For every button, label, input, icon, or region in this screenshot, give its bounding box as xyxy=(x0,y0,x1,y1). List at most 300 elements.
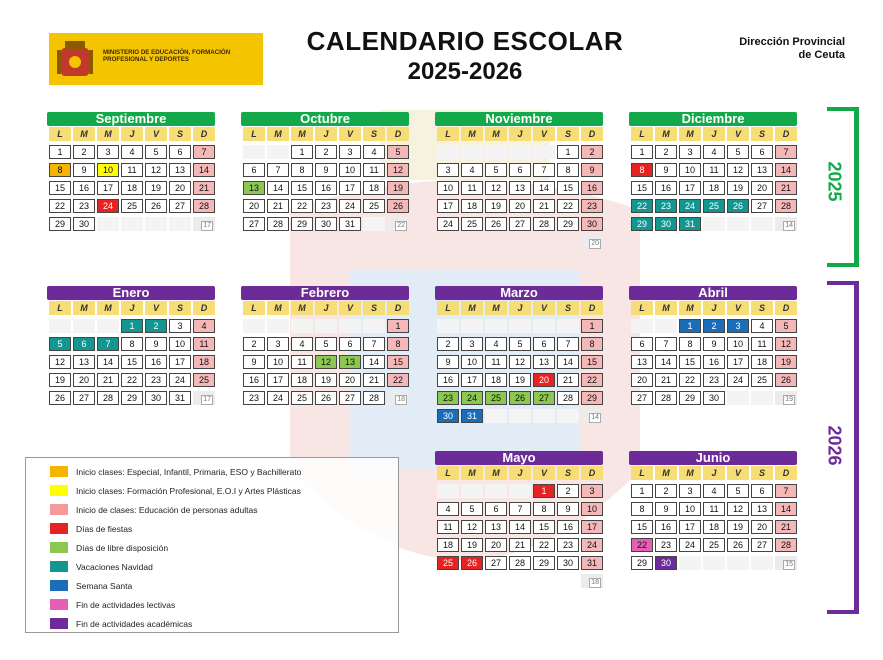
day-cell: 26 xyxy=(775,373,797,387)
day-cell: 1 xyxy=(679,319,701,333)
days-grid xyxy=(437,319,603,423)
school-days-count: 17 xyxy=(203,396,211,403)
empty-cell xyxy=(533,145,555,159)
day-cell: 27 xyxy=(533,391,555,405)
weekday-label: M xyxy=(679,301,701,315)
day-cell: 17 xyxy=(581,520,603,534)
day-cell: 11 xyxy=(193,337,215,351)
empty-cell xyxy=(363,319,385,333)
day-cell: 1 xyxy=(581,319,603,333)
day-cell: 23 xyxy=(315,199,337,213)
day-cell: 6 xyxy=(73,337,95,351)
day-cell: 7 xyxy=(97,337,119,351)
weekday-label: L xyxy=(49,127,71,141)
day-cell: 5 xyxy=(727,145,749,159)
weekday-label: D xyxy=(775,127,797,141)
empty-cell xyxy=(751,217,773,231)
day-cell: 27 xyxy=(631,391,653,405)
day-cell: 15 xyxy=(557,181,579,195)
day-cell: 22 xyxy=(121,373,143,387)
day-cell: 30 xyxy=(73,217,95,231)
day-cell: 15 xyxy=(533,520,555,534)
year-label-2026: 2026 xyxy=(824,425,845,466)
day-cell: 19 xyxy=(461,538,483,552)
weekday-label: D xyxy=(387,127,409,141)
empty-cell xyxy=(193,217,215,231)
empty-cell xyxy=(461,235,483,249)
empty-cell xyxy=(775,217,797,231)
day-cell: 19 xyxy=(145,181,167,195)
day-cell: 24 xyxy=(727,373,749,387)
day-cell: 6 xyxy=(243,163,265,177)
day-cell: 25 xyxy=(703,538,725,552)
weekday-label: V xyxy=(145,127,167,141)
day-cell: 23 xyxy=(655,538,677,552)
day-cell: 4 xyxy=(461,163,483,177)
empty-cell xyxy=(703,556,725,570)
day-cell: 8 xyxy=(679,337,701,351)
day-cell: 18 xyxy=(363,181,385,195)
school-days-count: 14 xyxy=(785,222,793,229)
days-grid xyxy=(631,145,797,231)
empty-cell xyxy=(727,391,749,405)
day-cell: 18 xyxy=(703,181,725,195)
day-cell: 17 xyxy=(727,355,749,369)
day-cell: 1 xyxy=(121,319,143,333)
legend-item xyxy=(26,538,398,557)
day-cell: 5 xyxy=(315,337,337,351)
day-cell: 10 xyxy=(169,337,191,351)
empty-cell xyxy=(509,145,531,159)
day-cell: 22 xyxy=(631,538,653,552)
weekday-label: J xyxy=(315,301,337,315)
day-cell: 2 xyxy=(655,484,677,498)
empty-cell xyxy=(291,319,313,333)
day-cell: 11 xyxy=(363,163,385,177)
legend-item xyxy=(26,614,398,633)
day-cell: 10 xyxy=(461,355,483,369)
days-grid xyxy=(243,145,409,231)
day-cell: 6 xyxy=(751,145,773,159)
day-cell: 16 xyxy=(145,355,167,369)
weekday-label: M xyxy=(267,127,289,141)
day-cell: 7 xyxy=(193,145,215,159)
day-cell: 9 xyxy=(437,355,459,369)
empty-cell xyxy=(97,217,119,231)
day-cell: 15 xyxy=(291,181,313,195)
day-cell: 18 xyxy=(461,199,483,213)
month-title: Septiembre xyxy=(47,112,215,126)
day-cell: 23 xyxy=(655,199,677,213)
day-cell: 6 xyxy=(169,145,191,159)
day-cell: 21 xyxy=(533,199,555,213)
day-cell: 7 xyxy=(775,484,797,498)
day-cell: 19 xyxy=(509,373,531,387)
weekday-label: L xyxy=(437,301,459,315)
day-cell: 6 xyxy=(509,163,531,177)
legend-swatch xyxy=(50,580,68,591)
day-cell: 1 xyxy=(557,145,579,159)
empty-cell xyxy=(49,319,71,333)
weekday-header-row xyxy=(437,127,603,141)
day-cell: 9 xyxy=(73,163,95,177)
day-cell: 9 xyxy=(557,502,579,516)
weekday-label: V xyxy=(533,301,555,315)
day-cell: 28 xyxy=(775,199,797,213)
day-cell: 16 xyxy=(703,355,725,369)
day-cell: 4 xyxy=(703,145,725,159)
weekday-label: L xyxy=(437,466,459,480)
weekday-header-row xyxy=(631,127,797,141)
day-cell: 20 xyxy=(533,373,555,387)
day-cell: 8 xyxy=(631,502,653,516)
day-cell: 8 xyxy=(533,502,555,516)
weekday-label: M xyxy=(97,127,119,141)
legend-swatch xyxy=(50,599,68,610)
legend-label: Fin de actividades lectivas xyxy=(76,599,176,610)
weekday-label: S xyxy=(363,127,385,141)
day-cell: 7 xyxy=(363,337,385,351)
month-marzo xyxy=(437,286,603,423)
day-cell: 19 xyxy=(775,355,797,369)
day-cell: 26 xyxy=(315,391,337,405)
day-cell: 26 xyxy=(509,391,531,405)
day-cell: 25 xyxy=(751,373,773,387)
day-cell: 22 xyxy=(291,199,313,213)
day-cell: 20 xyxy=(73,373,95,387)
day-cell: 28 xyxy=(775,538,797,552)
month-title: Marzo xyxy=(435,286,603,300)
day-cell: 16 xyxy=(655,520,677,534)
day-cell: 28 xyxy=(363,391,385,405)
weekday-label: V xyxy=(533,466,555,480)
day-cell: 9 xyxy=(703,337,725,351)
empty-cell xyxy=(485,484,507,498)
day-cell: 4 xyxy=(121,145,143,159)
day-cell: 22 xyxy=(49,199,71,213)
day-cell: 12 xyxy=(485,181,507,195)
empty-cell xyxy=(267,319,289,333)
legend-item xyxy=(26,557,398,576)
day-cell: 9 xyxy=(655,163,677,177)
weekday-label: D xyxy=(387,301,409,315)
day-cell: 18 xyxy=(121,181,143,195)
day-cell: 23 xyxy=(581,199,603,213)
day-cell: 10 xyxy=(97,163,119,177)
month-septiembre xyxy=(49,112,215,231)
weekday-label: M xyxy=(485,301,507,315)
empty-cell xyxy=(679,556,701,570)
day-cell: 9 xyxy=(581,163,603,177)
day-cell: 8 xyxy=(631,163,653,177)
legend-item xyxy=(26,500,398,519)
month-title: Abril xyxy=(629,286,797,300)
month-title: Noviembre xyxy=(435,112,603,126)
empty-cell xyxy=(533,235,555,249)
day-cell: 8 xyxy=(291,163,313,177)
day-cell: 30 xyxy=(655,556,677,570)
empty-cell xyxy=(581,235,603,249)
day-cell: 20 xyxy=(751,520,773,534)
empty-cell xyxy=(727,217,749,231)
day-cell: 11 xyxy=(461,181,483,195)
direccion-line-2: de Ceuta xyxy=(798,49,845,61)
empty-cell xyxy=(557,574,579,588)
day-cell: 3 xyxy=(97,145,119,159)
weekday-label: M xyxy=(485,127,507,141)
weekday-header-row xyxy=(437,301,603,315)
day-cell: 9 xyxy=(145,337,167,351)
day-cell: 10 xyxy=(581,502,603,516)
empty-cell xyxy=(461,484,483,498)
weekday-label: L xyxy=(243,127,265,141)
day-cell: 2 xyxy=(73,145,95,159)
day-cell: 28 xyxy=(557,391,579,405)
weekday-label: L xyxy=(49,301,71,315)
day-cell: 7 xyxy=(509,502,531,516)
day-cell: 11 xyxy=(485,355,507,369)
weekday-label: D xyxy=(193,301,215,315)
day-cell: 20 xyxy=(631,373,653,387)
day-cell: 20 xyxy=(339,373,361,387)
empty-cell xyxy=(533,574,555,588)
day-cell: 5 xyxy=(775,319,797,333)
day-cell: 25 xyxy=(703,199,725,213)
day-cell: 15 xyxy=(121,355,143,369)
day-cell: 21 xyxy=(775,520,797,534)
weekday-label: J xyxy=(315,127,337,141)
days-grid xyxy=(631,484,797,570)
day-cell: 3 xyxy=(169,319,191,333)
day-cell: 22 xyxy=(387,373,409,387)
day-cell: 28 xyxy=(193,199,215,213)
day-cell: 22 xyxy=(679,373,701,387)
day-cell: 4 xyxy=(485,337,507,351)
day-cell: 6 xyxy=(631,337,653,351)
day-cell: 29 xyxy=(679,391,701,405)
day-cell: 1 xyxy=(387,319,409,333)
day-cell: 25 xyxy=(461,217,483,231)
empty-cell xyxy=(169,217,191,231)
day-cell: 31 xyxy=(581,556,603,570)
empty-cell xyxy=(485,145,507,159)
empty-cell xyxy=(509,409,531,423)
day-cell: 12 xyxy=(775,337,797,351)
day-cell: 5 xyxy=(485,163,507,177)
empty-cell xyxy=(437,145,459,159)
day-cell: 16 xyxy=(581,181,603,195)
day-cell: 7 xyxy=(655,337,677,351)
day-cell: 14 xyxy=(655,355,677,369)
day-cell: 16 xyxy=(73,181,95,195)
month-diciembre xyxy=(631,112,797,231)
day-cell: 8 xyxy=(387,337,409,351)
legend-label: Días de libre disposición xyxy=(76,542,169,553)
day-cell: 29 xyxy=(557,217,579,231)
day-cell: 12 xyxy=(387,163,409,177)
day-cell: 15 xyxy=(631,181,653,195)
month-junio xyxy=(631,451,797,570)
weekday-label: D xyxy=(193,127,215,141)
day-cell: 3 xyxy=(267,337,289,351)
empty-cell xyxy=(557,409,579,423)
empty-cell xyxy=(193,391,215,405)
legend-swatch xyxy=(50,504,68,515)
day-cell: 17 xyxy=(267,373,289,387)
day-cell: 2 xyxy=(243,337,265,351)
day-cell: 2 xyxy=(581,145,603,159)
day-cell: 24 xyxy=(581,538,603,552)
day-cell: 21 xyxy=(97,373,119,387)
day-cell: 15 xyxy=(387,355,409,369)
weekday-label: M xyxy=(655,466,677,480)
empty-cell xyxy=(581,574,603,588)
day-cell: 19 xyxy=(485,199,507,213)
day-cell: 17 xyxy=(679,520,701,534)
empty-cell xyxy=(751,556,773,570)
ministry-logo xyxy=(49,33,263,85)
month-abril xyxy=(631,286,797,405)
day-cell: 12 xyxy=(727,502,749,516)
day-cell: 16 xyxy=(437,373,459,387)
day-cell: 2 xyxy=(655,145,677,159)
day-cell: 30 xyxy=(437,409,459,423)
empty-cell xyxy=(509,235,531,249)
weekday-label: J xyxy=(703,301,725,315)
day-cell: 13 xyxy=(631,355,653,369)
empty-cell xyxy=(437,319,459,333)
weekday-label: M xyxy=(679,466,701,480)
day-cell: 13 xyxy=(533,355,555,369)
empty-cell xyxy=(557,235,579,249)
weekday-label: M xyxy=(73,301,95,315)
empty-cell xyxy=(557,319,579,333)
day-cell: 24 xyxy=(461,391,483,405)
day-cell: 30 xyxy=(145,391,167,405)
school-days-count: 18 xyxy=(397,396,405,403)
month-octubre xyxy=(243,112,409,231)
day-cell: 21 xyxy=(655,373,677,387)
day-cell: 26 xyxy=(727,538,749,552)
weekday-label: D xyxy=(581,301,603,315)
day-cell: 17 xyxy=(437,199,459,213)
day-cell: 25 xyxy=(121,199,143,213)
day-cell: 19 xyxy=(49,373,71,387)
school-days-count: 22 xyxy=(397,222,405,229)
day-cell: 14 xyxy=(557,355,579,369)
day-cell: 7 xyxy=(775,145,797,159)
empty-cell xyxy=(485,319,507,333)
day-cell: 3 xyxy=(437,163,459,177)
weekday-label: S xyxy=(169,127,191,141)
day-cell: 1 xyxy=(49,145,71,159)
empty-cell xyxy=(655,319,677,333)
legend-swatch xyxy=(50,466,68,477)
day-cell: 28 xyxy=(533,217,555,231)
day-cell: 18 xyxy=(751,355,773,369)
day-cell: 20 xyxy=(509,199,531,213)
day-cell: 19 xyxy=(387,181,409,195)
day-cell: 13 xyxy=(485,520,507,534)
day-cell: 2 xyxy=(437,337,459,351)
weekday-label: J xyxy=(121,127,143,141)
day-cell: 24 xyxy=(679,199,701,213)
day-cell: 30 xyxy=(655,217,677,231)
day-cell: 26 xyxy=(485,217,507,231)
days-grid xyxy=(49,145,215,231)
month-noviembre xyxy=(437,112,603,249)
day-cell: 17 xyxy=(339,181,361,195)
empty-cell xyxy=(243,319,265,333)
day-cell: 27 xyxy=(243,217,265,231)
empty-cell xyxy=(339,319,361,333)
day-cell: 11 xyxy=(291,355,313,369)
day-cell: 28 xyxy=(97,391,119,405)
day-cell: 7 xyxy=(267,163,289,177)
page-header xyxy=(0,0,883,100)
month-title: Febrero xyxy=(241,286,409,300)
weekday-label: M xyxy=(655,127,677,141)
month-mayo xyxy=(437,451,603,588)
empty-cell xyxy=(533,319,555,333)
day-cell: 3 xyxy=(581,484,603,498)
day-cell: 5 xyxy=(145,145,167,159)
day-cell: 28 xyxy=(509,556,531,570)
day-cell: 6 xyxy=(339,337,361,351)
legend-label: Vacaciones Navidad xyxy=(76,561,153,572)
day-cell: 16 xyxy=(243,373,265,387)
page-title: CALENDARIO ESCOLAR xyxy=(306,26,624,56)
day-cell: 12 xyxy=(509,355,531,369)
year-bar-2025 xyxy=(822,107,862,267)
day-cell: 10 xyxy=(679,163,701,177)
day-cell: 31 xyxy=(339,217,361,231)
day-cell: 29 xyxy=(533,556,555,570)
weekday-header-row xyxy=(243,127,409,141)
legend-swatch xyxy=(50,485,68,496)
spain-crest-icon xyxy=(55,38,95,80)
day-cell: 12 xyxy=(315,355,337,369)
day-cell: 13 xyxy=(751,163,773,177)
day-cell: 5 xyxy=(49,337,71,351)
legend-swatch xyxy=(50,618,68,629)
day-cell: 8 xyxy=(121,337,143,351)
day-cell: 15 xyxy=(679,355,701,369)
day-cell: 17 xyxy=(97,181,119,195)
day-cell: 9 xyxy=(243,355,265,369)
weekday-label: M xyxy=(461,466,483,480)
weekday-label: L xyxy=(631,127,653,141)
day-cell: 21 xyxy=(775,181,797,195)
day-cell: 1 xyxy=(631,145,653,159)
day-cell: 30 xyxy=(581,217,603,231)
empty-cell xyxy=(581,409,603,423)
day-cell: 13 xyxy=(243,181,265,195)
empty-cell xyxy=(461,574,483,588)
empty-cell xyxy=(243,145,265,159)
day-cell: 26 xyxy=(461,556,483,570)
weekday-label: M xyxy=(267,301,289,315)
day-cell: 17 xyxy=(461,373,483,387)
weekday-label: M xyxy=(73,127,95,141)
day-cell: 26 xyxy=(49,391,71,405)
day-cell: 13 xyxy=(509,181,531,195)
weekday-label: L xyxy=(631,301,653,315)
day-cell: 25 xyxy=(485,391,507,405)
empty-cell xyxy=(97,319,119,333)
day-cell: 13 xyxy=(73,355,95,369)
day-cell: 11 xyxy=(121,163,143,177)
